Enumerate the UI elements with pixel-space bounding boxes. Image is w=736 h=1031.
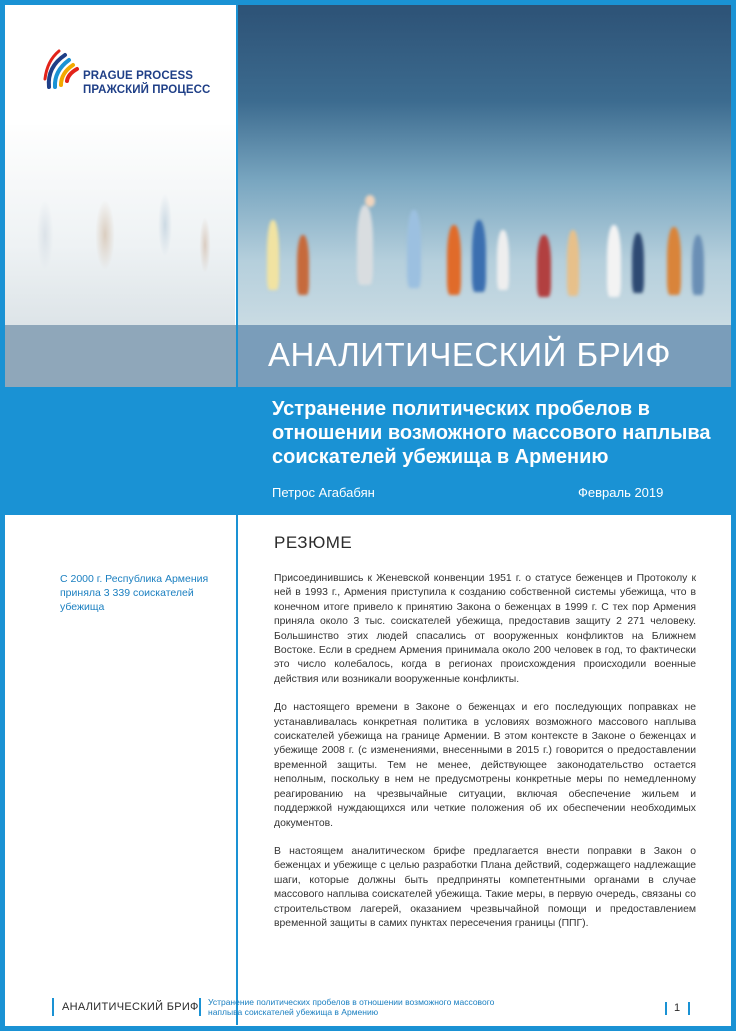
paragraph-2: До настоящего времени в Законе о беженцах и его последующих поправках не устанавливалась конкретная политика в условиях возможного массового наплыва соискателей убежища на границе Армении. В этом контексте в Законе о беженцах и убежище 2008 г. (с изменениями, внесенными в 2015 г.) говорится о предоставлении временной защиты. Тем не менее, действующее законодательство остается неполным, поскольку в нем не предусмотрены конкретные меры по немедленному реагированию на чрезвычайные ситуации, включая обеспечение жильем и поддержкой нуждающихся или четкие положения об их обеспечении необходимых документов. [274,702,696,829]
vertical-divider [236,5,238,1025]
sidebar-note: С 2000 г. Республика Армения приняла 3 339 соискателей убежища [60,573,209,613]
cover-photo-left [5,125,235,325]
logo-line-ru: ПРАЖСКИЙ ПРОЦЕСС [83,84,211,96]
paragraph-3: В настоящем аналитическом брифе предлагается внести поправки в Закон о беженцах и убежище с целью разработки Плана действий, содержащего надлежащие шаги, которые должны быть предприняты компетентными органами в случае массового наплыва соискателей убежища. Такие меры, в первую очередь, связаны со строительством лагерей, оказанием чрезвычайной помощи и предоставлением временной защиты в самих пунктах пересечения границы (ППГ). [274,845,696,929]
footer-divider [52,998,54,1016]
prague-process-logo-icon [43,47,83,95]
body-text [274,572,696,945]
footer-divider [688,1002,690,1015]
document-subtitle: Устранение политических пробелов в отношении возможного массового наплыва соискателей убежища в Армению [272,398,711,468]
paragraph-1: Присоединившись к Женевской конвенции 1951 г. о статусе беженцев и Протоколу к ней в 1993 г., Армения приступила к созданию собственной системы убежища, что в конечном итоге привело к принятию Закона о беженцах в 1999 г. С тех пор Армения приняла около 3 тыс. соискателей убежища, предоставив защиту 2 271 человеку. Большинство этих людей спасались от вооруженных конфликтов на Ближнем Востоке. Если в среднем Армения принимала около 200 человек в год, то фактически это число колебалось, когда в регионах происхождения происходили военные действия или возникали вооруженные конфликты. [274,573,696,685]
section-title: РЕЗЮМЕ [274,533,353,552]
logo-line-en: PRAGUE PROCESS [83,70,194,82]
footer-title: АНАЛИТИЧЕСКИЙ БРИФ [62,1001,199,1013]
title-band-left [5,325,237,387]
footer-divider [199,998,201,1016]
footer-divider [665,1002,667,1015]
cover-photo [237,5,731,325]
footer-description: Устранение политических пробелов в отношении возможного массового наплыва соискателей убежища в Армению [208,997,495,1017]
author-name: Петрос Агабабян [272,485,375,500]
publication-date: Февраль 2019 [578,485,664,500]
page-title: АНАЛИТИЧЕСКИЙ БРИФ [268,336,671,373]
logo-text [83,69,210,97]
page-number: 1 [674,1002,681,1014]
logo-panel [5,5,235,325]
